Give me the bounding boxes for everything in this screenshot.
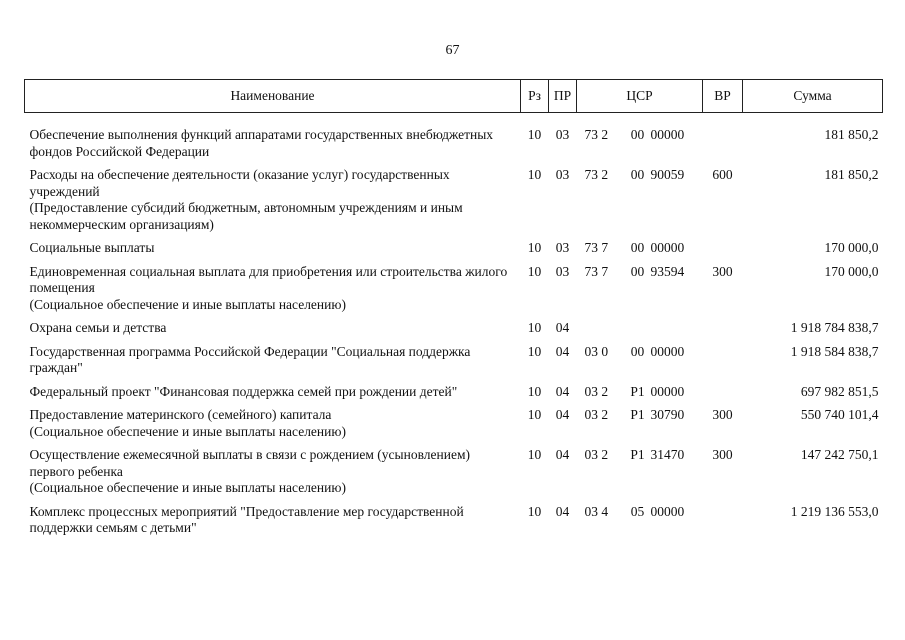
table-row (25, 320, 883, 344)
table-row (25, 504, 883, 544)
cell-csr3: 90059 (650, 167, 685, 182)
cell-rz: 10 (527, 383, 542, 399)
header-rz: Рз (521, 80, 549, 113)
cell-csr1: 73 7 (584, 263, 609, 279)
cell-rz: 10 (527, 447, 542, 462)
cell-rz: 10 (527, 127, 542, 142)
item-note: (Предоставление субсидий бюджетным, автономным учреждениям и иным некоммерческим организациям) (29, 200, 463, 232)
cell-sum: 170 000,0 (824, 263, 879, 279)
cell-pr: 04 (555, 407, 570, 422)
cell-csr3: 31470 (650, 447, 685, 462)
cell-csr3: 30790 (650, 407, 685, 422)
cell-name (25, 320, 521, 344)
cell-rz: 10 (527, 343, 542, 359)
table-row (25, 127, 883, 167)
cell-pr: 04 (555, 503, 570, 519)
cell-csr2: 00 (630, 263, 645, 279)
item-title: Осуществление ежемесячной выплаты в связи с рождением (усыновлением) первого ребенка (29, 447, 470, 479)
cell-csr2 (625, 320, 651, 344)
item-title: Комплекс процессных мероприятий "Предоставление мер государственной поддержки семьям с детьми" (29, 503, 464, 535)
cell-csr3 (651, 320, 703, 344)
cell-sum: 181 850,2 (824, 127, 879, 142)
item-title: Федеральный проект "Финансовая поддержка семей при рождении детей" (29, 383, 458, 399)
cell-vr (703, 240, 743, 264)
cell-csr1: 03 4 (584, 503, 609, 519)
cell-sum: 697 982 851,5 (800, 383, 879, 399)
item-title: Социальные выплаты (29, 240, 155, 255)
header-pr: ПР (549, 80, 577, 113)
item-note: (Социальное обеспечение и иные выплаты населению) (29, 423, 346, 439)
cell-csr2: P1 (630, 407, 645, 422)
cell-sum: 170 000,0 (824, 240, 879, 255)
item-title: Предоставление материнского (семейного) капитала (29, 407, 332, 422)
cell-rz: 10 (527, 320, 542, 335)
cell-sum: 147 242 750,1 (800, 447, 879, 462)
header-spacer (25, 113, 883, 128)
table-row (25, 407, 883, 447)
cell-pr: 04 (555, 383, 570, 399)
cell-name (25, 504, 521, 544)
cell-csr1 (577, 320, 625, 344)
cell-vr: 300 (712, 263, 733, 279)
cell-rz: 10 (527, 263, 542, 279)
header-vr: ВР (703, 80, 743, 113)
cell-name (25, 264, 521, 321)
cell-name (25, 344, 521, 384)
item-title: Государственная программа Российской Федерации "Социальная поддержка граждан" (29, 343, 471, 375)
item-note: (Социальное обеспечение и иные выплаты населению) (29, 480, 346, 495)
item-title: Охрана семьи и детства (29, 320, 167, 335)
cell-vr: 300 (712, 447, 733, 462)
cell-vr (703, 384, 743, 408)
table-row (25, 344, 883, 384)
header-csr: ЦСР (577, 80, 703, 113)
cell-pr: 03 (555, 167, 570, 182)
cell-rz: 10 (527, 167, 542, 182)
cell-csr1: 73 7 (584, 240, 609, 255)
cell-csr2: 00 (630, 240, 645, 255)
cell-csr2: P1 (630, 447, 645, 462)
header-sum: Сумма (743, 80, 883, 113)
item-title: Расходы на обеспечение деятельности (оказание услуг) государственных учреждений (29, 167, 450, 199)
cell-name (25, 447, 521, 504)
item-title: Обеспечение выполнения функций аппаратами государственных внебюджетных фондов Российской Федерации (29, 127, 494, 159)
table-body (25, 113, 883, 544)
cell-csr2: 00 (630, 167, 645, 182)
cell-csr3: 93594 (650, 263, 685, 279)
cell-rz: 10 (527, 407, 542, 422)
cell-sum: 181 850,2 (824, 167, 879, 182)
cell-csr1: 73 2 (584, 127, 609, 142)
cell-csr1: 73 2 (584, 167, 609, 182)
cell-csr3: 00000 (650, 343, 685, 359)
cell-csr2: 05 (630, 503, 645, 519)
cell-csr1: 03 2 (584, 383, 609, 399)
item-title: Единовременная социальная выплата для приобретения или строительства жилого помещения (29, 263, 508, 295)
cell-sum: 550 740 101,4 (800, 407, 879, 422)
cell-csr2: 00 (630, 343, 645, 359)
cell-name (25, 127, 521, 167)
table-row (25, 384, 883, 408)
cell-csr1: 03 2 (584, 407, 609, 422)
cell-vr: 600 (712, 167, 733, 182)
cell-pr: 03 (555, 240, 570, 255)
cell-csr2: P1 (630, 383, 645, 399)
cell-name (25, 407, 521, 447)
cell-csr2: 00 (630, 127, 645, 142)
cell-pr: 04 (555, 343, 570, 359)
cell-csr3: 00000 (650, 240, 685, 255)
cell-rz: 10 (527, 240, 542, 255)
cell-sum: 1 918 784 838,7 (790, 320, 879, 335)
cell-rz: 10 (527, 503, 542, 519)
cell-name (25, 384, 521, 408)
cell-csr3: 00000 (650, 503, 685, 519)
table-row (25, 240, 883, 264)
cell-sum: 1 918 584 838,7 (790, 343, 879, 359)
cell-name (25, 167, 521, 240)
cell-pr: 04 (555, 447, 570, 462)
table-row (25, 447, 883, 504)
cell-csr1: 03 0 (584, 343, 609, 359)
cell-vr (703, 344, 743, 384)
header-name: Наименование (25, 80, 521, 113)
table-header-row (25, 80, 883, 113)
budget-table (24, 79, 883, 544)
cell-sum: 1 219 136 553,0 (790, 503, 879, 519)
cell-csr3: 00000 (650, 383, 685, 399)
table-row (25, 167, 883, 240)
cell-vr (703, 320, 743, 344)
table-row (25, 264, 883, 321)
cell-vr (703, 127, 743, 167)
cell-csr3: 00000 (650, 127, 685, 142)
cell-vr (703, 504, 743, 544)
cell-pr: 04 (555, 320, 570, 335)
cell-pr: 03 (555, 127, 570, 142)
item-note: (Социальное обеспечение и иные выплаты населению) (29, 296, 346, 312)
page-number: 67 (445, 43, 460, 58)
cell-name (25, 240, 521, 264)
cell-pr: 03 (555, 263, 570, 279)
cell-csr1: 03 2 (584, 447, 609, 462)
cell-vr: 300 (712, 407, 733, 422)
